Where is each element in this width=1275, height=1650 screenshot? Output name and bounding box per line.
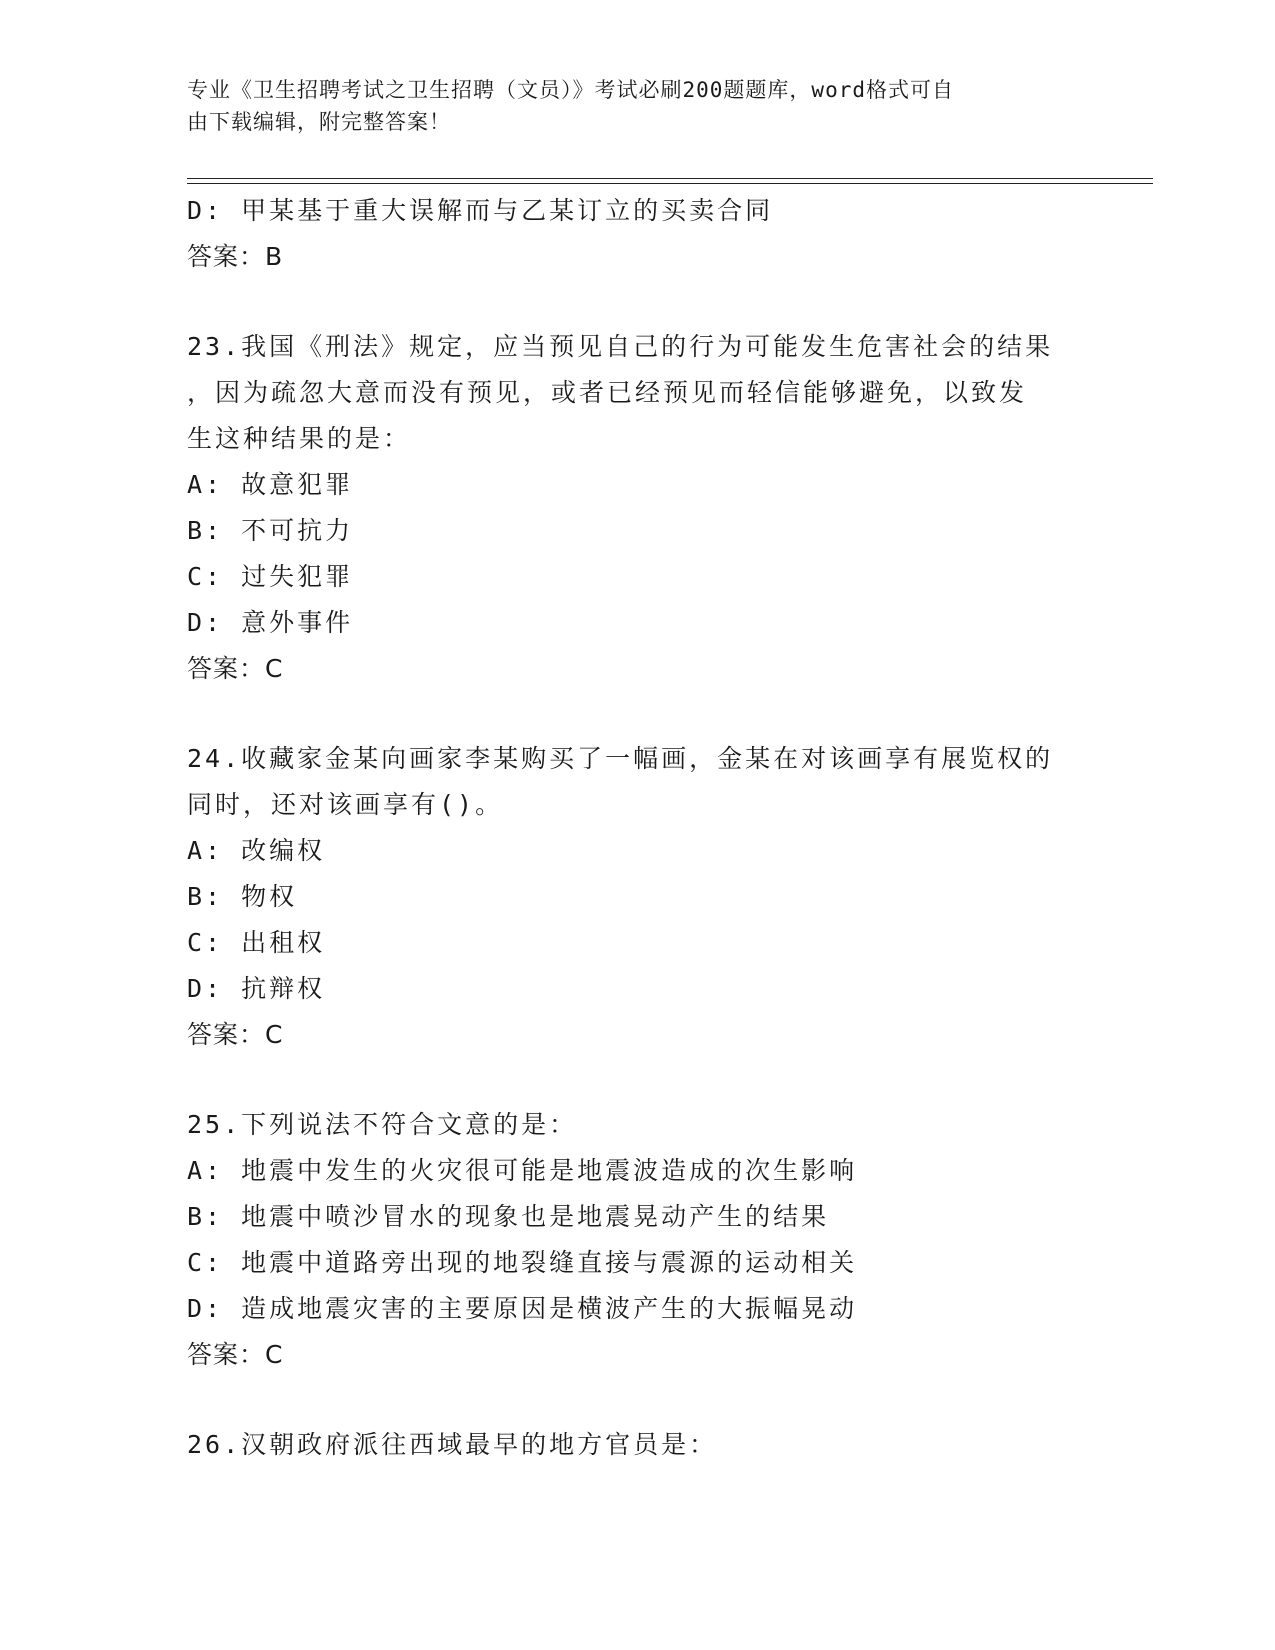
header-divider-top (187, 178, 1153, 179)
option-b: B: 地震中喷沙冒水的现象也是地震晃动产生的结果 (187, 1202, 830, 1231)
answer-line: 答案：C (187, 1340, 284, 1369)
question-text-line: ，因为疏忽大意而没有预见，或者已经预见而轻信能够避免，以致发 (187, 378, 1028, 407)
option-d: D: 抗辩权 (187, 974, 326, 1003)
option-d: D: 造成地震灾害的主要原因是横波产生的大振幅晃动 (187, 1294, 858, 1323)
header-divider-bottom (187, 183, 1153, 184)
spacer (187, 280, 1087, 324)
question-list (187, 188, 1087, 1468)
option-a: A: 故意犯罪 (187, 470, 354, 499)
option-b: B: 物权 (187, 882, 298, 911)
question-text-line: 26.汉朝政府派往西域最早的地方官员是： (187, 1430, 718, 1459)
option-a: A: 改编权 (187, 836, 326, 865)
spacer (187, 692, 1087, 736)
question-block-24 (187, 736, 1087, 1058)
option-c: C: 地震中道路旁出现的地裂缝直接与震源的运动相关 (187, 1248, 858, 1277)
header-line-2: 由下载编辑，附完整答案！ (187, 110, 451, 134)
answer-line: 答案：B (187, 242, 284, 271)
option-c: C: 出租权 (187, 928, 326, 957)
answer-line: 答案：C (187, 654, 284, 683)
question-block-22 (187, 188, 1087, 280)
answer-line: 答案：C (187, 1020, 284, 1049)
spacer (187, 1058, 1087, 1102)
document-header (187, 74, 1067, 138)
option-a: A: 地震中发生的火灾很可能是地震波造成的次生影响 (187, 1156, 858, 1185)
question-text-line: 生这种结果的是： (187, 424, 412, 453)
header-line-1: 专业《卫生招聘考试之卫生招聘（文员）》考试必刷200题题库，word格式可自 (187, 78, 954, 102)
option-d: D: 甲某基于重大误解而与乙某订立的买卖合同 (187, 196, 774, 225)
question-block-26 (187, 1422, 1087, 1468)
question-text-line: 同时，还对该画享有()。 (187, 790, 504, 819)
spacer (187, 1378, 1087, 1422)
option-c: C: 过失犯罪 (187, 562, 354, 591)
question-block-25 (187, 1102, 1087, 1378)
question-text-line: 23.我国《刑法》规定，应当预见自己的行为可能发生危害社会的结果 (187, 332, 1054, 361)
option-d: D: 意外事件 (187, 608, 354, 637)
question-text-line: 25.下列说法不符合文意的是： (187, 1110, 578, 1139)
question-text-line: 24.收藏家金某向画家李某购买了一幅画，金某在对该画享有展览权的 (187, 744, 1054, 773)
option-b: B: 不可抗力 (187, 516, 354, 545)
question-block-23 (187, 324, 1087, 692)
